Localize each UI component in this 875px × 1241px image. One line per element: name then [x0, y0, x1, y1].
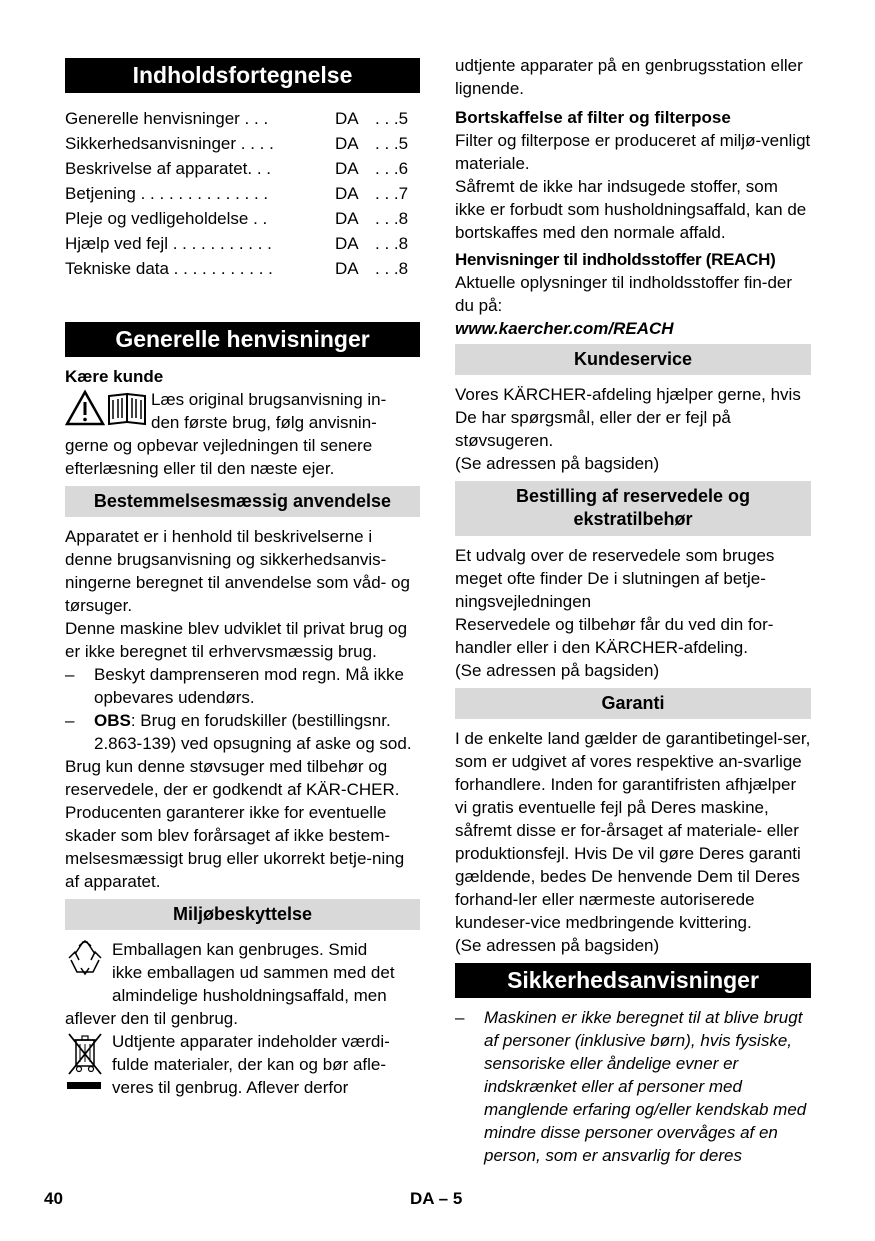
weee-line-3: veres til genbrug. Aflever derfor: [112, 1078, 349, 1097]
toc-entry-title: Betjening . . . . . . . . . . . . . .: [65, 184, 269, 203]
warranty-p2: (Se adressen på bagsiden): [455, 936, 660, 955]
toc-entry[interactable]: [65, 106, 420, 131]
section-page-label: DA – 5: [410, 1189, 463, 1208]
filter-disposal-heading: Bortskaffelse af filter og filterpose: [455, 108, 731, 127]
toc-entry-page: . . .7: [375, 184, 409, 203]
warning-manual-icon: [65, 388, 151, 434]
warranty-p1: I de enkelte land gælder de garantibetingel-ser, som er udgivet af vores respektive an-svarlige forhandlere. Inden for garantifristen afhjælper vi gratis eventuelle fejl på Deres maskine, såfremt disse er for-årsaget af materiale- eller produktionsfejl. Hvis De vil gøre Deres garanti gældende, bedes De henvende Dem til Deres forhand-ler eller nærmeste autoriserede kundeser-vice medbringende kvittering.: [455, 729, 811, 932]
crossed-bin-icon: [65, 1030, 112, 1099]
filter-disposal-p1: Filter og filterpose er produceret af miljø-venligt materiale.: [455, 131, 811, 173]
left-column: [65, 58, 420, 1099]
list-item: – Maskinen er ikke beregnet til at blive brugt af personer (inklusive børn), hvis fysiske, sensoriske eller åndelige evner er indskrænket eller af personer med manglende erfaring og/eller kendskab med mindre disse personer overvåges af en person, som er ansvarlig for deres: [455, 1008, 807, 1165]
spare-parts-p1: Et udvalg over de reservedele som bruges meget ofte finder De i slutningen af betje-ningsvejledningen: [455, 546, 775, 611]
list-item: – Beskyt damprenseren mod regn. Må ikke opbevares udendørs.: [65, 665, 404, 707]
intended-use-list: [65, 663, 420, 755]
table-of-contents: [65, 106, 420, 281]
recycle-line-4: aflever den til genbrug.: [65, 1009, 238, 1028]
dear-customer-heading: Kære kunde: [65, 367, 164, 386]
general-heading: Generelle henvisninger: [65, 322, 420, 357]
intro-line-1: Læs original brugsanvisning in-: [151, 390, 387, 409]
recycle-block: [65, 938, 420, 1007]
toc-entry[interactable]: [65, 231, 420, 256]
reach-url[interactable]: www.kaercher.com/REACH: [455, 319, 674, 338]
toc-entry[interactable]: [65, 156, 420, 181]
reach-heading: Henvisninger til indholdsstoffer (REACH): [455, 250, 776, 269]
intended-use-p4: Producenten garanterer ikke for eventuelle skader som blev forårsaget af ikke bestem-melsesmæssigt brug eller ukorrekt betje-ning af apparatet.: [65, 803, 405, 891]
warranty-heading: Garanti: [455, 688, 811, 719]
list-item-text: Beskyt damprenseren mod regn. Må ikke opbevares udendørs.: [94, 665, 404, 707]
weee-line-1: Udtjente apparater indeholder værdi-: [112, 1032, 390, 1051]
intended-use-p2: Denne maskine blev udviklet til privat brug og er ikke beregnet til erhvervsmæssig brug.: [65, 619, 408, 661]
toc-heading: Indholdsfortegnelse: [65, 58, 420, 93]
environment-continued: udtjente apparater på en genbrugsstation eller lignende.: [455, 56, 803, 98]
recycle-line-2: ikke emballagen ud sammen med det: [112, 963, 395, 982]
toc-entry-lang: DA: [335, 134, 359, 153]
toc-entry-page: . . .8: [375, 259, 409, 278]
toc-entry-page: . . .8: [375, 209, 409, 228]
toc-entry-lang: DA: [335, 184, 359, 203]
right-column: [455, 54, 811, 1167]
safety-list: [455, 1006, 811, 1167]
toc-entry-title: Hjælp ved fejl . . . . . . . . . . .: [65, 234, 272, 253]
toc-entry-page: . . .8: [375, 234, 409, 253]
toc-entry-title: Beskrivelse af apparatet. . .: [65, 159, 271, 178]
list-item-text: : Brug en forudskiller (bestillingsnr. 2.863-139) ved opsugning af aske og sod.: [94, 711, 412, 753]
crossed-bin-icon-svg: [65, 1030, 105, 1094]
intro-rest: gerne og opbevar vejledningen til senere efterlæsning eller til den næste ejer.: [65, 436, 373, 478]
toc-entry-title: Generelle henvisninger . . .: [65, 109, 269, 128]
spare-parts-heading-line-1: Bestilling af reservedele og: [515, 486, 751, 506]
intended-use-p3: Brug kun denne støvsuger med tilbehør og reservedele, der er godkendt af KÄR-CHER.: [65, 757, 400, 799]
intro-line-2: den første brug, følg anvisnin-: [151, 413, 377, 432]
toc-entry-page: . . .6: [375, 159, 409, 178]
toc-entry-page: . . .5: [375, 109, 409, 128]
spare-parts-p3: (Se adressen på bagsiden): [455, 661, 660, 680]
page-number: 40: [44, 1189, 63, 1208]
weee-block: [65, 1030, 420, 1099]
toc-entry-title: Sikkerhedsanvisninger . . . .: [65, 134, 274, 153]
spare-parts-heading: [455, 481, 811, 536]
recycle-icon-svg: [65, 938, 105, 978]
list-item-text: Maskinen er ikke beregnet til at blive brugt af personer (inklusive børn), hvis fysiske, sensoriske eller åndelige evner er indskrænket eller af personer med manglende erfaring og/eller kendskab med mindre disse personer overvåges af en person, som er ansvarlig for deres: [484, 1008, 807, 1165]
reach-p1: Aktuelle oplysninger til indholdsstoffer fin-der du på:: [455, 273, 793, 315]
list-item: – OBS: Brug en forudskiller (bestillingsnr. 2.863-139) ved opsugning af aske og sod.: [65, 711, 412, 753]
intended-use-heading: Bestemmelsesmæssig anvendelse: [65, 486, 420, 517]
environment-heading: Miljøbeskyttelse: [65, 899, 420, 930]
toc-entry-title: Pleje og vedligeholdelse . .: [65, 209, 268, 228]
filter-disposal-p2: Såfremt de ikke har indsugede stoffer, som ikke er forbudt som husholdningsaffald, kan de bortskaffes med den normale affald.: [455, 177, 807, 242]
toc-entry[interactable]: [65, 131, 420, 156]
weee-line-2: fulde materialer, der kan og bør afle-: [112, 1055, 387, 1074]
warning-manual-icon-svg: [65, 388, 149, 428]
toc-entry-lang: DA: [335, 209, 359, 228]
recycle-icon: [65, 938, 112, 1007]
obs-label: OBS: [94, 711, 131, 730]
toc-entry-page: . . .5: [375, 134, 409, 153]
toc-entry-lang: DA: [335, 109, 359, 128]
intended-use-p1: Apparatet er i henhold til beskrivelserne i denne brugsanvisning og sikkerhedsanvis-ningerne beregnet til anvendelse som våd- og tørsuger.: [65, 527, 410, 615]
recycle-line-1: Emballagen kan genbruges. Smid: [112, 940, 368, 959]
toc-entry[interactable]: [65, 206, 420, 231]
spare-parts-heading-line-2: ekstratilbehør: [573, 509, 693, 529]
toc-entry[interactable]: [65, 256, 420, 281]
toc-entry-title: Tekniske data . . . . . . . . . . .: [65, 259, 273, 278]
safety-heading: Sikkerhedsanvisninger: [455, 963, 811, 998]
service-p1: Vores KÄRCHER-afdeling hjælper gerne, hvis De har spørgsmål, eller der er fejl på støvsugeren.: [455, 385, 801, 450]
toc-entry-lang: DA: [335, 234, 359, 253]
intro-with-icons: [65, 388, 420, 434]
recycle-line-3: almindelige husholdningsaffald, men: [112, 986, 387, 1005]
toc-entry[interactable]: [65, 181, 420, 206]
toc-entry-lang: DA: [335, 159, 359, 178]
spare-parts-p2: Reservedele og tilbehør får du ved din for-handler eller i den KÄRCHER-afdeling.: [455, 615, 774, 657]
service-p2: (Se adressen på bagsiden): [455, 454, 660, 473]
toc-entry-lang: DA: [335, 259, 359, 278]
service-heading: Kundeservice: [455, 344, 811, 375]
